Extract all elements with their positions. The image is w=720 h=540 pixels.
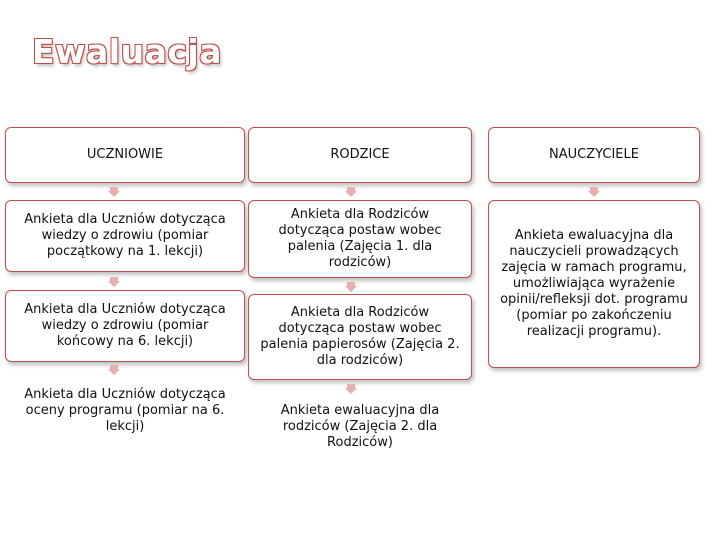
uczniowie-item-1 <box>5 200 245 272</box>
rodzice-item-1-text: Ankieta dla Rodziców dotycząca postaw wobec palenia (Zajęcia 1. dla rodziców) <box>278 207 442 270</box>
uczniowie-item-2 <box>5 290 245 362</box>
arrow-down-icon <box>345 282 357 292</box>
header-rodzice-label: RODZICE <box>330 147 390 162</box>
nauczyciele-item-1-text: Ankieta ewaluacyjna dla nauczycieli prowadzących zajęcia w ramach programu, umożliwiająca wyrażenie opinii/refleksji dot. programu (pomiar po zakończeniu realizacji programu). <box>500 228 688 339</box>
arrow-down-icon <box>108 365 120 375</box>
header-nauczyciele-label: NAUCZYCIELE <box>549 147 639 162</box>
arrow-down-icon <box>108 277 120 287</box>
nauczyciele-item-1 <box>488 200 700 368</box>
rodzice-item-2 <box>248 294 472 380</box>
uczniowie-item-1-text: Ankieta dla Uczniów dotycząca wiedzy o zdrowiu (pomiar początkowy na 1. lekcji) <box>24 212 226 259</box>
arrow-down-icon <box>345 384 357 394</box>
arrow-down-icon <box>588 187 600 197</box>
header-uczniowie-label: UCZNIOWIE <box>86 147 164 162</box>
arrow-down-icon <box>108 187 120 197</box>
header-uczniowie <box>5 127 245 183</box>
rodzice-item-2-text: Ankieta dla Rodziców dotycząca postaw wobec palenia papierosów (Zajęcia 2. dla rodziców) <box>260 305 460 368</box>
rodzice-item-1 <box>248 200 472 278</box>
header-rodzice <box>248 127 472 183</box>
uczniowie-item-2-text: Ankieta dla Uczniów dotycząca wiedzy o zdrowiu (pomiar końcowy na 6. lekcji) <box>24 302 226 349</box>
rodzice-item-3 <box>248 396 472 458</box>
header-nauczyciele <box>488 127 700 183</box>
uczniowie-item-3-text: Ankieta dla Uczniów dotycząca oceny programu (pomiar na 6. lekcji) <box>24 387 226 434</box>
rodzice-item-3-text: Ankieta ewaluacyjna dla rodziców (Zajęcia 2. dla Rodziców) <box>280 403 440 450</box>
uczniowie-item-3 <box>5 376 245 446</box>
page-title: Ewaluacja <box>32 32 223 71</box>
arrow-down-icon <box>345 187 357 197</box>
